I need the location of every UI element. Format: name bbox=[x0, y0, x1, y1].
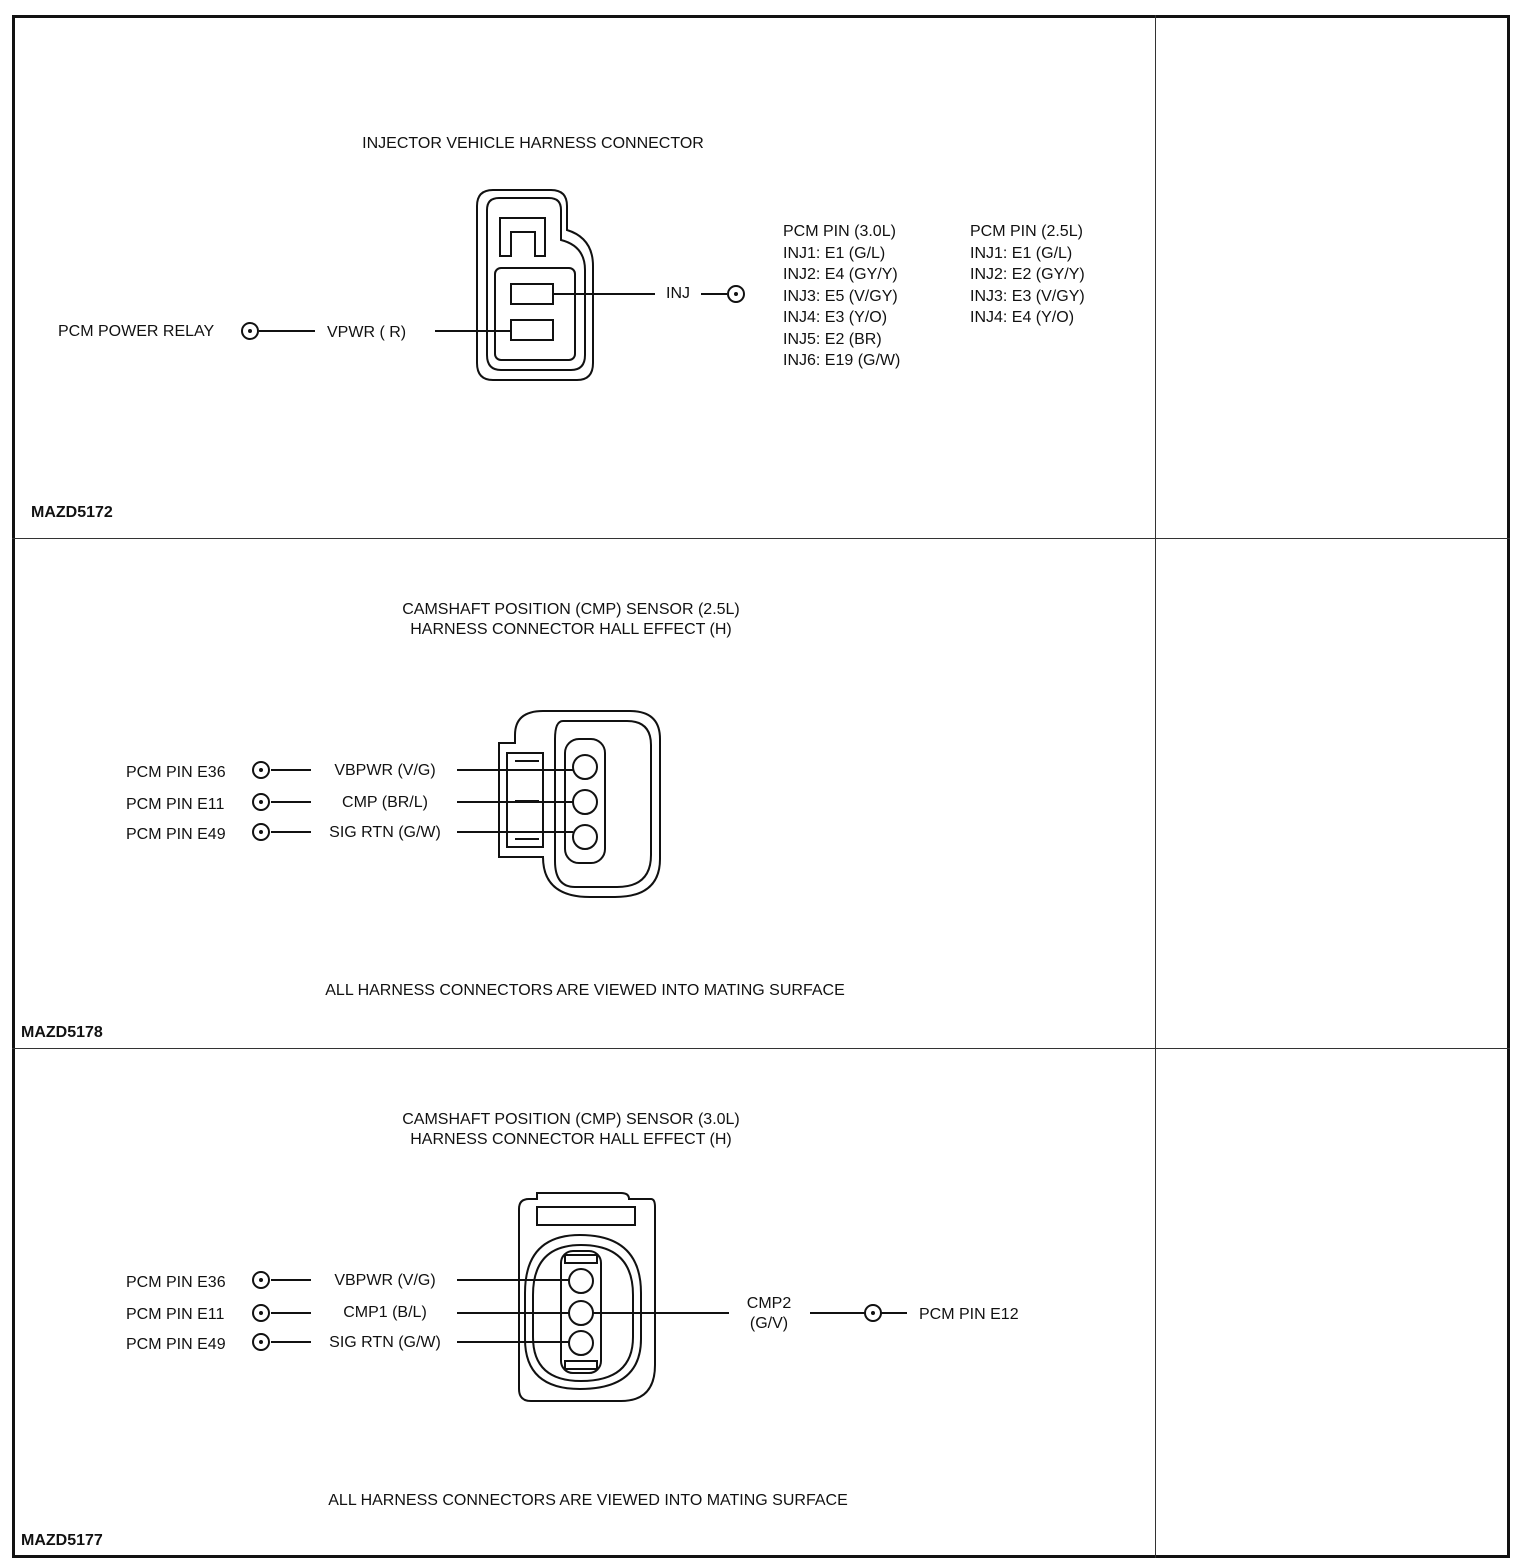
pin-row: INJ4: E4 (Y/O) bbox=[970, 309, 1075, 326]
figure-code: MAZD5177 bbox=[21, 1532, 103, 1549]
signal-label: VBPWR (V/G) bbox=[334, 1272, 436, 1289]
pin-row: INJ2: E2 (GY/Y) bbox=[970, 266, 1085, 283]
pin-row: INJ1: E1 (G/L) bbox=[970, 244, 1073, 262]
terminal-cavity bbox=[495, 268, 575, 360]
terminal-pin bbox=[573, 790, 597, 814]
signal-label: CMP1 (B/L) bbox=[343, 1304, 427, 1321]
diagram-title: INJECTOR VEHICLE HARNESS CONNECTOR bbox=[362, 135, 704, 152]
pcm-pin-label: PCM PIN E11 bbox=[126, 796, 225, 813]
figure-code: MAZD5178 bbox=[21, 1024, 103, 1041]
empty-cell bbox=[1156, 1049, 1508, 1554]
terminal-pin bbox=[573, 755, 597, 779]
pcm-pin-label: PCM PIN E36 bbox=[126, 1274, 226, 1291]
inj-label: INJ bbox=[666, 285, 690, 302]
empty-cell bbox=[1156, 18, 1508, 538]
pin-row: INJ3: E3 (V/GY) bbox=[970, 287, 1085, 305]
pin-row: INJ6: E19 (G/W) bbox=[783, 352, 901, 369]
diagram-title-line-2: HARNESS CONNECTOR HALL EFFECT (H) bbox=[410, 621, 732, 638]
pcm-pin-label: PCM PIN E49 bbox=[126, 1336, 226, 1353]
pin-row: INJ1: E1 (G/L) bbox=[783, 244, 886, 262]
cmp-3-0l-connector-diagram bbox=[15, 1049, 1155, 1554]
viewing-note: ALL HARNESS CONNECTORS ARE VIEWED INTO MATING SURFACE bbox=[328, 1492, 848, 1509]
pin-table-header: PCM PIN (2.5L) bbox=[970, 223, 1083, 240]
diagram-title-line-1: CAMSHAFT POSITION (CMP) SENSOR (3.0L) bbox=[402, 1111, 740, 1128]
terminal-pin bbox=[569, 1331, 593, 1355]
pcm-pin-table-3-0l bbox=[783, 221, 900, 372]
connector-latch bbox=[500, 218, 545, 256]
terminal-pin bbox=[573, 825, 597, 849]
cmp-2-5l-connector-diagram bbox=[15, 539, 1155, 1048]
injector-connector-diagram bbox=[15, 18, 1155, 538]
terminal-vpwr bbox=[511, 320, 553, 340]
connector-housing-inner bbox=[537, 1207, 635, 1225]
pcm-pin-label: PCM PIN E49 bbox=[126, 826, 226, 843]
pin-row: INJ4: E3 (Y/O) bbox=[783, 309, 888, 326]
figure-code: MAZD5172 bbox=[31, 504, 113, 521]
empty-cell bbox=[1156, 539, 1508, 1048]
signal-label: CMP (BR/L) bbox=[342, 794, 428, 811]
pin-row: INJ5: E2 (BR) bbox=[783, 330, 882, 348]
signal-label: SIG RTN (G/W) bbox=[329, 1334, 441, 1351]
pin-row: INJ3: E5 (V/GY) bbox=[783, 287, 898, 305]
pcm-pin-label: PCM PIN E11 bbox=[126, 1306, 225, 1323]
vpwr-label: VPWR ( R) bbox=[327, 324, 407, 341]
diagram-title-line-2: HARNESS CONNECTOR HALL EFFECT (H) bbox=[410, 1131, 732, 1148]
diagram-title-line-1: CAMSHAFT POSITION (CMP) SENSOR (2.5L) bbox=[402, 601, 740, 618]
pcm-power-relay-label: PCM POWER RELAY bbox=[58, 323, 215, 340]
signal-label: SIG RTN (G/W) bbox=[329, 824, 441, 841]
terminal-pin bbox=[569, 1301, 593, 1325]
pin-table-header: PCM PIN (3.0L) bbox=[783, 223, 896, 240]
pin-row: INJ2: E4 (GY/Y) bbox=[783, 266, 898, 283]
pcm-pin-e12-label: PCM PIN E12 bbox=[919, 1306, 1019, 1323]
pcm-pin-table-2-5l bbox=[970, 221, 1085, 329]
signal-label: VBPWR (V/G) bbox=[334, 762, 436, 779]
pcm-pin-label: PCM PIN E36 bbox=[126, 764, 226, 781]
terminal-inj bbox=[511, 284, 553, 304]
terminal-pin bbox=[569, 1269, 593, 1293]
viewing-note: ALL HARNESS CONNECTORS ARE VIEWED INTO MATING SURFACE bbox=[325, 982, 845, 999]
cmp2-label: CMP2 bbox=[746, 1295, 792, 1312]
cmp2-wire-color: (G/V) bbox=[749, 1315, 789, 1332]
